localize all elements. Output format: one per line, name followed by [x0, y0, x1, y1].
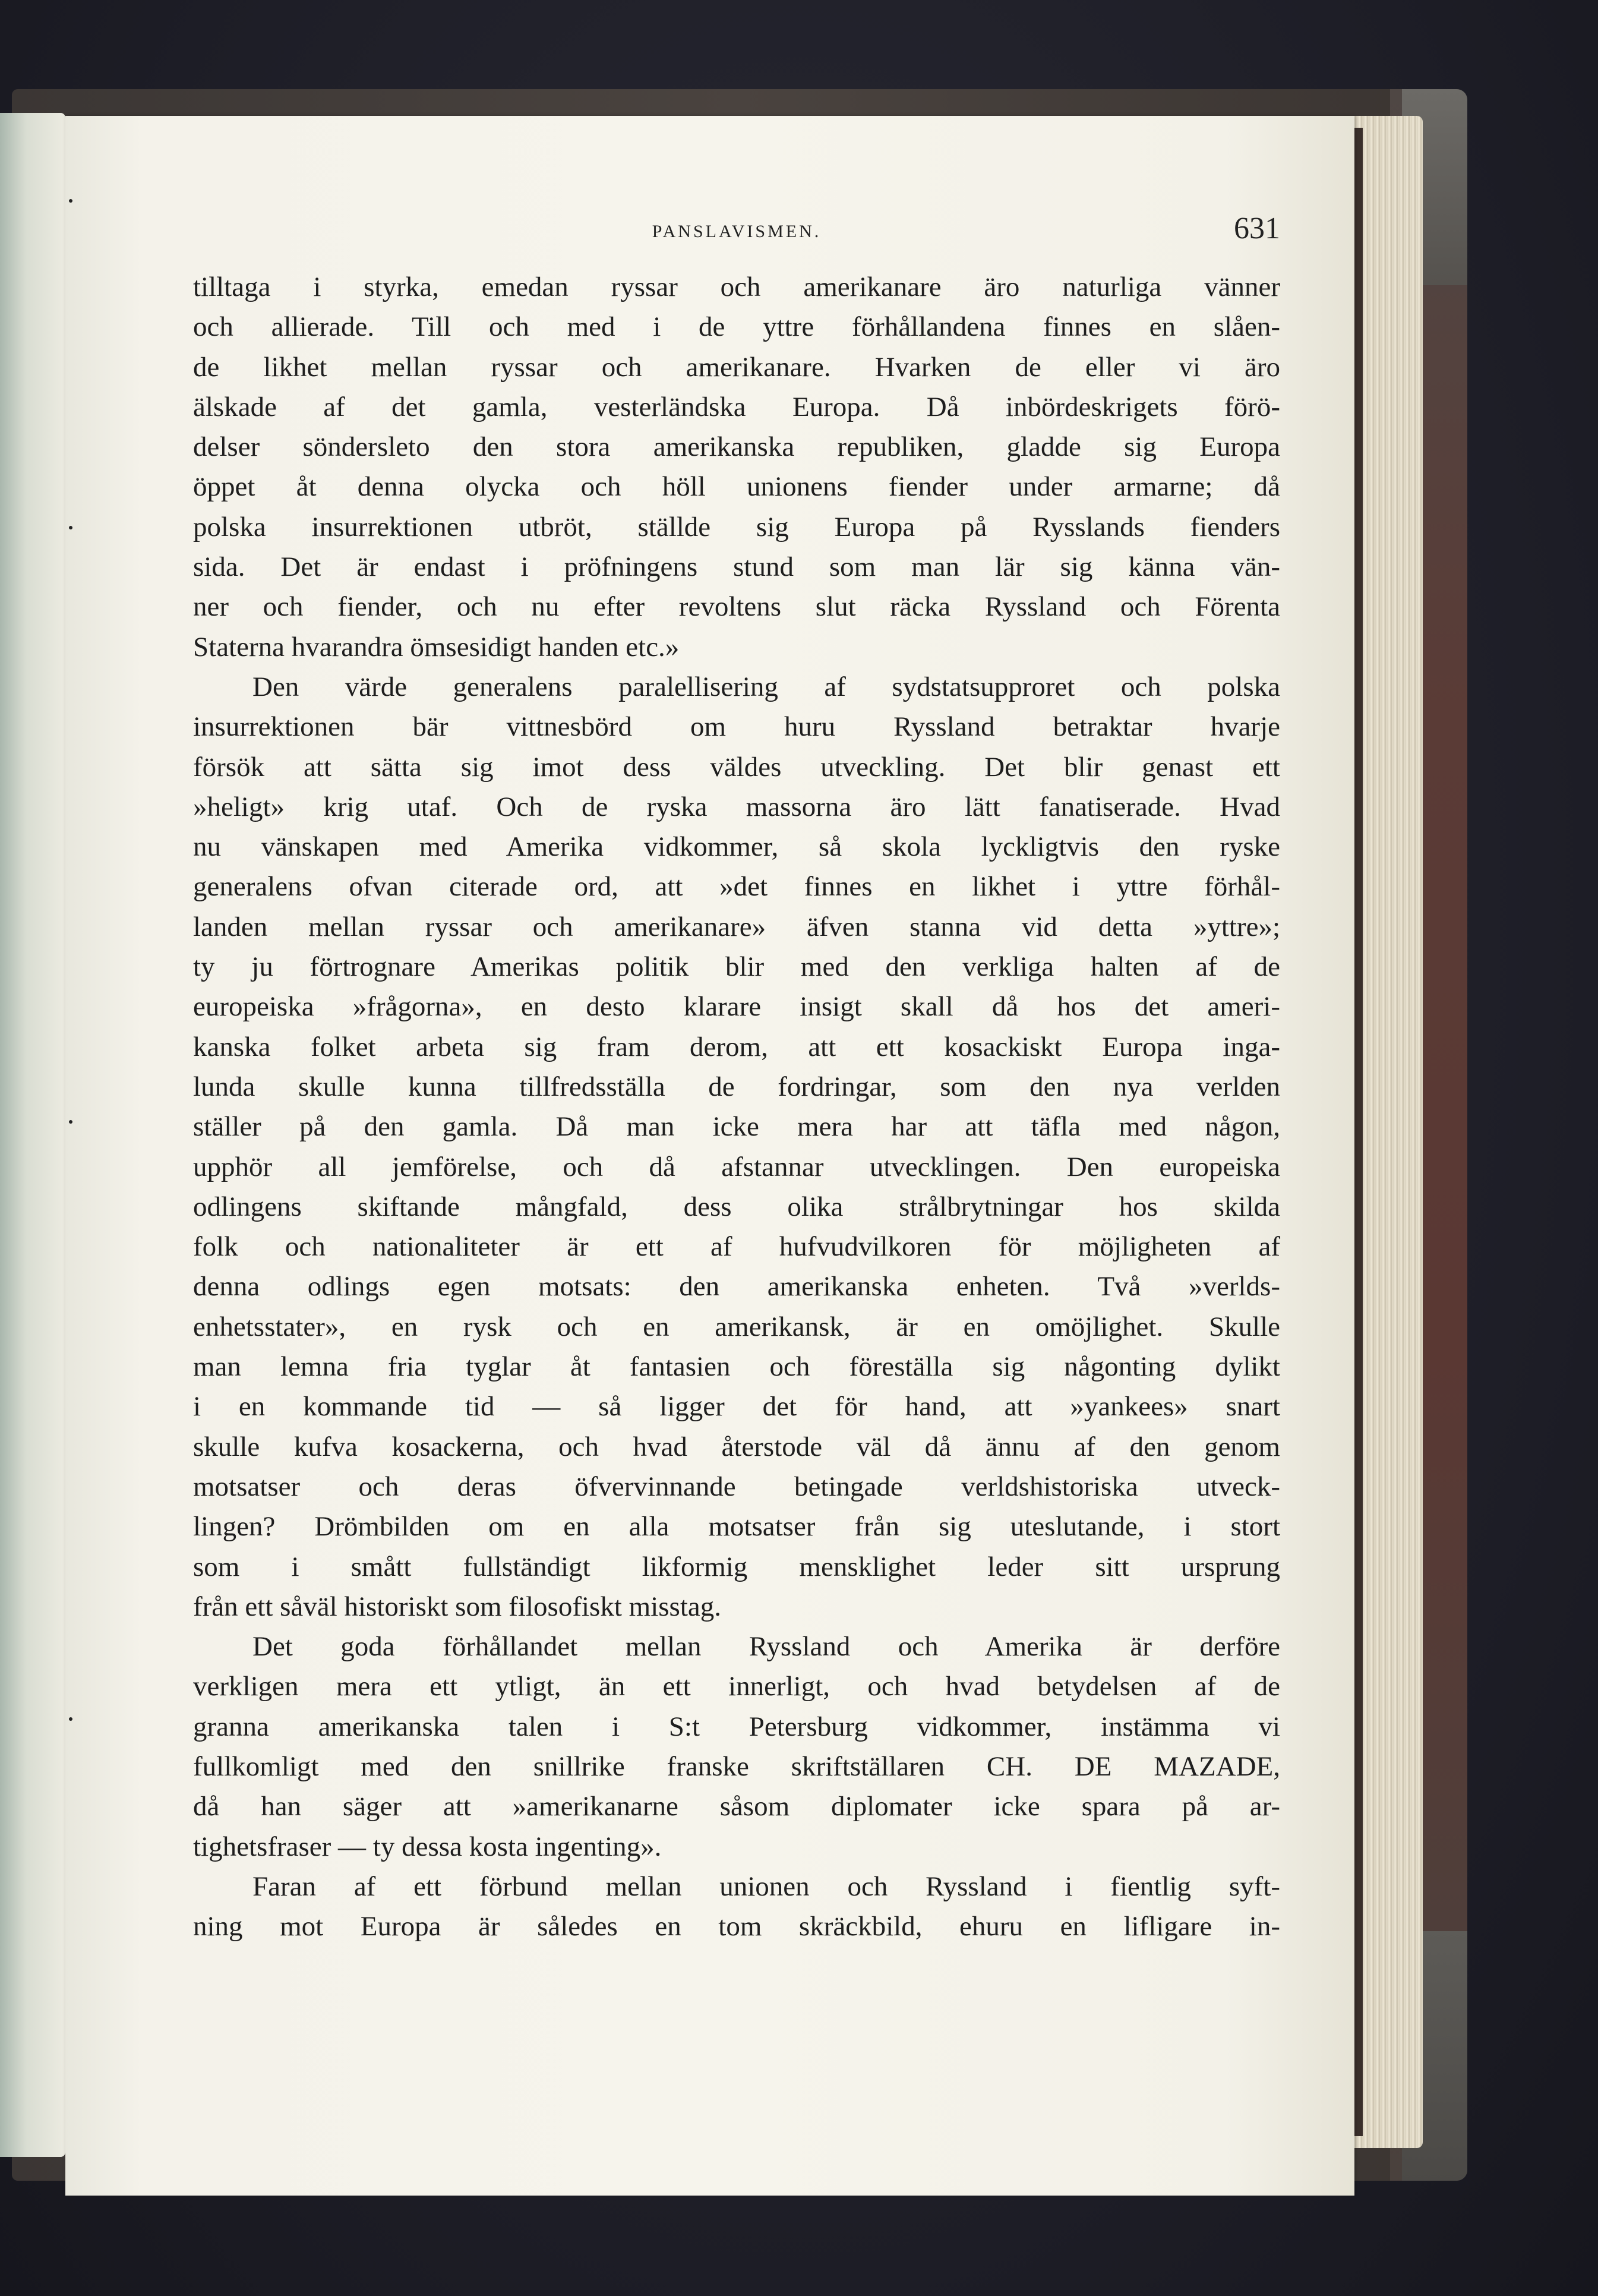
text-line: »heligt» krig utaf. Och de ryska massorna äro lätt fanatiserade. Hvad: [193, 791, 1280, 822]
body-text: [193, 267, 1280, 1947]
text-line: öppet åt denna olycka och höll unionens fiender under armarne; då: [193, 471, 1280, 503]
text-line: upphör all jemförelse, och då afstannar utvecklingen. Den europeiska: [193, 1151, 1280, 1182]
text-line: Den värde generalens paralellisering af sydstatsupproret och polska: [252, 671, 1280, 702]
text-line: ty ju förtrognare Amerikas politik blir med den verkliga halten af de: [193, 951, 1280, 983]
margin-speck: [69, 1120, 72, 1124]
page-stack-shadow: [1354, 128, 1363, 2136]
margin-speck: [69, 526, 72, 529]
text-line: verkligen mera ett ytligt, än ett innerligt, och hvad betydelsen af de: [193, 1671, 1280, 1702]
text-line: enhetsstater», en rysk och en amerikansk, är en omöjlighet. Skulle: [193, 1311, 1280, 1342]
text-line: tilltaga i styrka, emedan ryssar och amerikanare äro naturliga vänner: [193, 272, 1280, 302]
text-line: ställer på den gamla. Då man icke mera har att täfla med någon,: [193, 1111, 1280, 1143]
text-line: kanska folket arbeta sig fram derom, att ett kosackiskt Europa inga-: [193, 1031, 1280, 1062]
running-head: PANSLAVISMEN.: [652, 222, 822, 241]
text-line: sida. Det är endast i pröfningens stund som man lär sig känna vän-: [193, 551, 1280, 583]
text-line: folk och nationaliteter är ett af hufvudvilkoren för möjligheten af: [193, 1231, 1280, 1263]
text-line: polska insurrektionen utbröt, ställde sig Europa på Rysslands fienders: [193, 511, 1280, 543]
text-line: Det goda förhållandet mellan Ryssland och Amerika är derföre: [252, 1631, 1280, 1663]
text-line: Faran af ett förbund mellan unionen och Ryssland i fientlig syft-: [252, 1871, 1280, 1902]
text-line: älskade af det gamla, vesterländska Europa. Då inbördeskrigets förö-: [193, 391, 1280, 422]
text-line: motsatser och deras öfvervinnande betingade verldshistoriska utveck-: [193, 1471, 1280, 1502]
text-line: man lemna fria tyglar åt fantasien och föreställa sig någonting dylikt: [193, 1351, 1280, 1383]
text-line: europeiska »frågorna», en desto klarare insigt skall då hos det ameri-: [193, 991, 1280, 1023]
text-line: denna odlings egen motsats: den amerikanska enheten. Två »verlds-: [193, 1271, 1280, 1302]
page-header: [193, 211, 1280, 253]
page-number: 631: [1234, 212, 1280, 245]
margin-speck: [69, 199, 72, 203]
text-line: landen mellan ryssar och amerikanare» äfven stanna vid detta »yttre»;: [193, 911, 1280, 942]
text-line: odlingens skiftande mångfald, dess olika strålbrytningar hos skilda: [193, 1191, 1280, 1222]
text-line: ning mot Europa är således en tom skräckbild, ehuru en lifligare in-: [193, 1911, 1280, 1942]
book-page: [65, 116, 1354, 2196]
text-line: generalens ofvan citerade ord, att »det finnes en likhet i yttre förhål-: [193, 871, 1280, 903]
text-line: de likhet mellan ryssar och amerikanare. Hvarken de eller vi äro: [193, 351, 1280, 383]
text-line: tighetsfraser — ty dessa kosta ingenting».: [193, 1831, 662, 1862]
text-line: som i smått fullständigt likformig mensklighet leder sitt ursprung: [193, 1551, 1280, 1582]
text-line: nu vänskapen med Amerika vidkommer, så skola lyckligtvis den ryske: [193, 831, 1280, 863]
margin-speck: [69, 1717, 72, 1721]
text-line: lunda skulle kunna tillfredsställa de fordringar, som den nya verlden: [193, 1071, 1280, 1102]
text-line: då han säger att »amerikanarne såsom diplomater icke spara på ar-: [193, 1791, 1280, 1822]
text-line: insurrektionen bär vittnesbörd om huru Ryssland betraktar hvarje: [193, 711, 1280, 743]
text-line: och allierade. Till och med i de yttre förhållandena finnes en slåen-: [193, 311, 1280, 343]
text-line: försök att sätta sig imot dess väldes utveckling. Det blir genast ett: [193, 751, 1280, 783]
text-line: ner och fiender, och nu efter revoltens slut räcka Ryssland och Förenta: [193, 591, 1280, 623]
text-line: från ett såväl historiskt som filosofiskt misstag.: [193, 1591, 722, 1622]
text-line: fullkomligt med den snillrike franske skriftställaren CH. DE MAZADE,: [193, 1751, 1280, 1782]
text-line: delser söndersleto den stora amerikanska republiken, gladde sig Europa: [193, 431, 1280, 463]
text-line: skulle kufva kosackerna, och hvad återstode väl då ännu af den genom: [193, 1431, 1280, 1462]
text-line: lingen? Drömbilden om en alla motsatser från sig uteslutande, i stort: [193, 1511, 1280, 1543]
text-line: granna amerikanska talen i S:t Petersburg vidkommer, instämma vi: [193, 1711, 1280, 1742]
facing-page-edge: [0, 113, 65, 2157]
text-line: i en kommande tid — så ligger det för hand, att »yankees» snart: [193, 1391, 1280, 1423]
text-line: Staterna hvarandra ömsesidigt handen etc.»: [193, 631, 680, 663]
